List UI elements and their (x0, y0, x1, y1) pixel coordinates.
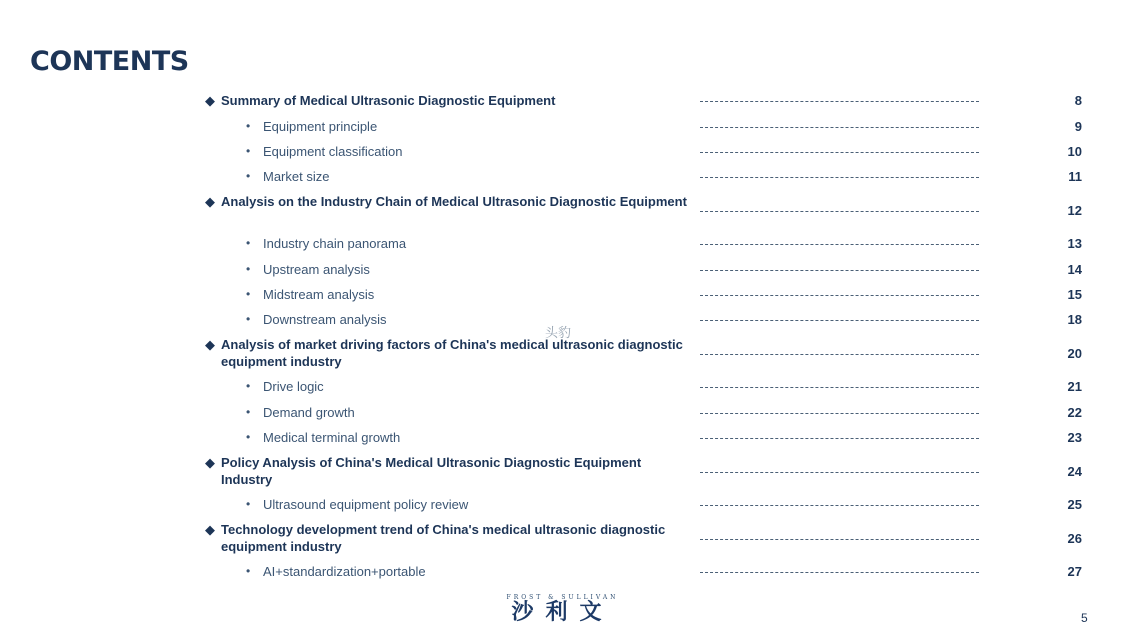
leader-line (700, 354, 979, 355)
toc-page-number: 12 (1067, 203, 1082, 218)
leader-line (700, 211, 979, 212)
toc-label: Summary of Medical Ultrasonic Diagnostic Equipment (221, 93, 556, 108)
page-number: 5 (1081, 611, 1088, 625)
bullet-icon: • (246, 119, 251, 133)
toc-label: Equipment classification (263, 144, 403, 159)
toc-page-number: 13 (1067, 236, 1082, 251)
toc-label: Policy Analysis of China's Medical Ultrasonic Diagnostic Equipment Industry (221, 455, 642, 487)
leader-line (700, 387, 979, 388)
toc-page-number: 11 (1068, 169, 1082, 184)
toc-label: Equipment principle (263, 119, 378, 134)
toc-page-number: 15 (1067, 287, 1082, 302)
toc-page-number: 23 (1067, 430, 1082, 445)
toc-page-number: 10 (1067, 144, 1082, 159)
leader-line (700, 320, 979, 321)
leader-line (700, 295, 979, 296)
toc-page-number: 27 (1067, 564, 1082, 579)
bullet-icon: • (246, 169, 251, 183)
page-title: CONTENTS (30, 46, 189, 77)
toc-label: Drive logic (263, 379, 324, 394)
watermark: 头豹 (545, 326, 572, 341)
bullet-icon: • (246, 564, 251, 578)
toc-page-number: 21 (1067, 379, 1082, 394)
toc-page-number: 25 (1067, 497, 1082, 512)
toc-page-number: 26 (1067, 531, 1082, 546)
leader-line (700, 413, 979, 414)
toc-page-number: 8 (1074, 93, 1082, 108)
bullet-icon: • (246, 430, 251, 444)
leader-line (700, 101, 979, 102)
toc-page-number: 22 (1067, 405, 1082, 420)
toc-page-number: 14 (1067, 262, 1082, 277)
diamond-bullet-icon: ◆ (205, 93, 215, 108)
bullet-icon: • (246, 144, 251, 158)
bullet-icon: • (246, 236, 251, 250)
leader-line (700, 438, 979, 439)
bullet-icon: • (246, 405, 251, 419)
leader-line (700, 539, 979, 540)
toc-label: Medical terminal growth (263, 430, 401, 445)
leader-line (700, 270, 979, 271)
bullet-icon: • (246, 262, 251, 276)
toc-label: Technology development trend of China's medical ultrasonic diagnostic equipment industry (221, 522, 666, 554)
leader-line (700, 127, 979, 128)
toc-page-number: 24 (1067, 464, 1082, 479)
toc-label: Analysis on the Industry Chain of Medical Ultrasonic Diagnostic Equipment (221, 194, 687, 209)
bullet-icon: • (246, 379, 251, 393)
toc-label: AI+standardization+portable (263, 564, 426, 579)
frost-sullivan-logo (500, 594, 625, 625)
toc-label: Ultrasound equipment policy review (263, 497, 469, 512)
leader-line (700, 505, 979, 506)
bullet-icon: • (246, 287, 251, 301)
bullet-icon: • (246, 497, 251, 511)
toc-label: Downstream analysis (263, 312, 387, 327)
toc-label: Midstream analysis (263, 287, 375, 302)
toc-page-number: 20 (1067, 346, 1082, 361)
diamond-bullet-icon: ◆ (205, 455, 215, 470)
diamond-bullet-icon: ◆ (205, 522, 215, 537)
toc-page-number: 9 (1074, 119, 1082, 134)
leader-line (700, 244, 979, 245)
leader-line (700, 152, 979, 153)
diamond-bullet-icon: ◆ (205, 337, 215, 352)
leader-line (700, 472, 979, 473)
toc-label: Analysis of market driving factors of China's medical ultrasonic diagnostic equipment industry (221, 337, 683, 369)
toc-label: Demand growth (263, 405, 355, 420)
leader-line (700, 572, 979, 573)
toc-page-number: 18 (1067, 312, 1082, 327)
logo-english-text: FROST & SULLIVAN (506, 594, 619, 601)
logo-chinese-text: 沙利文 (511, 600, 614, 625)
leader-line (700, 177, 979, 178)
toc-label: Upstream analysis (263, 262, 370, 277)
bullet-icon: • (246, 312, 251, 326)
toc-label: Market size (263, 169, 330, 184)
toc-label: Industry chain panorama (263, 236, 407, 251)
diamond-bullet-icon: ◆ (205, 194, 215, 209)
